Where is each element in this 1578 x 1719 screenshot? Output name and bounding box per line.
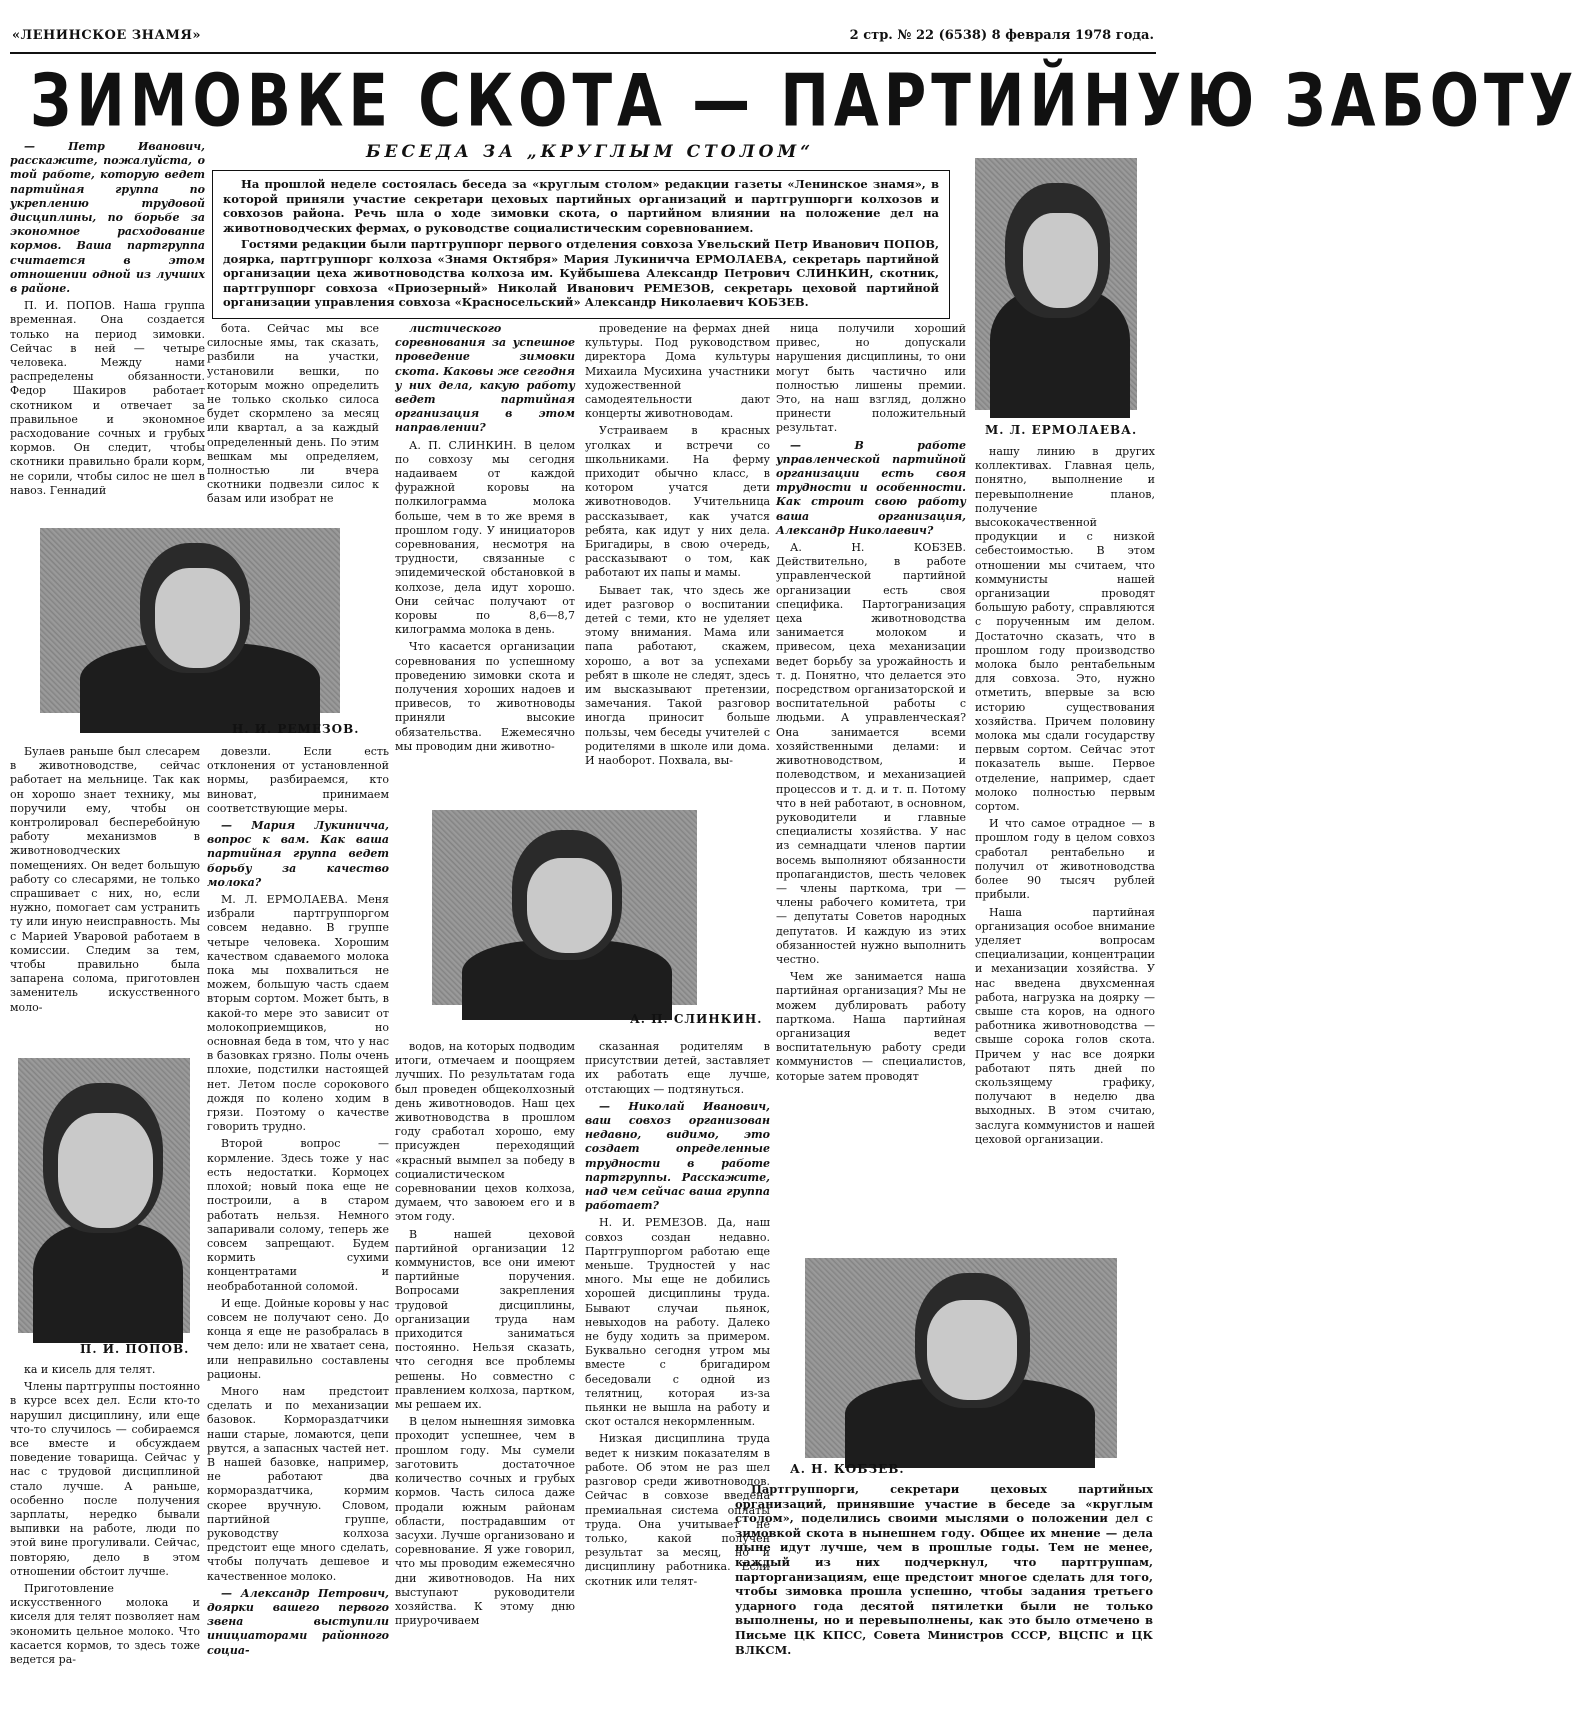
- text-paragraph: Низкая дисциплина труда ведет к низким показателям в работе. Об этом не раз шел разговор среди животноводов. Сейчас в совхозе введена премиальная система оплаты труда. Она учитывает не только, какой получен результат за месяц, но и дисциплину работника. Если скотник или телят-: [585, 1432, 770, 1588]
- text-paragraph: ка и кисель для телят.: [24, 1363, 156, 1376]
- text-paragraph: довезли. Если есть отклонения от установленной нормы, разбираемся, кто виноват, принимаем соответствующие меры.: [207, 745, 389, 815]
- text-paragraph: В нашей цеховой партийной организации 12 коммунистов, все они имеют партийные поручения. Вопросами закрепления трудовой дисциплины, организации труда нам приходится заниматься постоянно. Нельзя сказать, что сегодня все проблемы решены. Но совместно с правлением колхоза, партком, мы решаем их.: [395, 1227, 575, 1412]
- answer-remezov: Н. И. РЕМЕЗОВ. Да, наш совхоз создан недавно. Партгруппоргом работаю еще меньше. Трудностей у нас много. Мы еще не добились хорошей дисциплины труда. Бывают случаи пьянок, невыходов на работу. Далеко не буду ходить за примером. Буквально сегодня утром мы вместе с бригадиром беседовали с одной из телятниц, которая из-за пьянки не вышла на работу и скот остался некормленным.: [585, 1216, 770, 1429]
- answer-slinkin: А. П. СЛИНКИН. В целом по совхозу мы сегодня надаиваем от каждой фуражной коровы на полкилограмма молока больше, чем в то же время в прошлом году. У инициаторов соревнования, несмотря на трудности, связанные с эпидемической обстановкой в колхозе, дела идут хорошо. Они сейчас получают от коровы по 8,6—8,7 килограмма молока в день.: [395, 438, 575, 637]
- text-paragraph: Приготовление искусственного молока и киселя для телят позволяет нам экономить цельное молоко. Что касается кормов, то здесь тоже ведется ра-: [10, 1582, 200, 1667]
- photo-ermolaeva: [975, 158, 1137, 410]
- text-paragraph: Бывает так, что здесь же идет разговор о воспитании детей с теми, кто не уделяет этому внимания. Мама или папа работают, скажем, хорошо, а вот за успехами ребят в школе не следят, здесь им высказывают претензии, замечания. Такой разговор иногда приносит больше пользы, чем беседы учителей с родителями в школе или дома. И наоборот. Похвала, вы-: [585, 583, 770, 768]
- answer-ermolaeva: М. Л. ЕРМОЛАЕВА. Меня избрали партгруппоргом совсем недавно. В группе четыре человека. Хорошим качеством сдаваемого молока пока мы похвалиться не можем, большую часть сдаем вторым сортом. Может быть, в какой-то мере это зависит от молокоприемщиков, но основная беда в том, что у нас в базовках грязно. Полы очень плохие, подстилки настоящей нет. Летом после сорокового дождя по колено ходим в грязи. Поэтому о качестве говорить трудно.: [207, 893, 389, 1134]
- photo-slinkin: [432, 810, 697, 1005]
- column-5: [776, 322, 966, 1247]
- text-paragraph: Чем же занимается наша партийная организация? Мы не можем дублировать работу парткома. Наша партийная организация ведет воспитательную работу среди коммунистов — специалистов, которые затем проводят: [776, 970, 966, 1083]
- answer-popov: П. И. ПОПОВ. Наша группа временная. Она создается только на период зимовки. Сейчас в ней — четыре человека. Между нами распределены обязанности. Федор Шакиров работает скотником и отвечает за правильное и экономное расходование сочных и грубых кормов. Он следит, чтобы скотники правильно брали корм, не сорили, чтобы силос не шел в навоз. Геннадий: [10, 299, 205, 497]
- text-paragraph: бота. Сейчас мы все силосные ямы, так сказать, разбили на участки, установили вешки, по которым можно определить не только сколько силоса будет скормлено за месяц или квартал, а за каждый определенный день. По этим вешкам мы определяем, полностью ли вчера скотники подвезли силос к базам или изобрат не: [207, 322, 379, 506]
- text-paragraph: проведение на фермах дней культуры. Под руководством директора Дома культуры Михаила Мусихина участники художественной самодеятельности дают концерты животноводам.: [585, 322, 770, 421]
- photo-remezov: [40, 528, 340, 713]
- column-1-top: [10, 140, 205, 500]
- text-paragraph: Наша партийная организация особое внимание уделяет вопросам специализации, концентрации и механизации хозяйства. У нас введена двухсменная работа, нагрузка на доярку — свыше ста коров, на одного работника животноводства — свыше сорока голов скота. Причем у нас все доярки работают пять дней по скользящему графику, получают в неделю два выходных. В этом считаю, заслуга коммунистов и нашей цеховой организации.: [975, 905, 1155, 1146]
- question-kobzev: — В работе управленческой партийной организации есть своя трудности и особенности. Как строит свою работу ваша организация, Александр Николаевич?: [776, 438, 966, 537]
- column-1-middle: [10, 745, 200, 1050]
- header-rule: [10, 52, 1156, 54]
- intro-paragraph: На прошлой неделе состоялась беседа за «круглым столом» редакции газеты «Ленинское знамя», в которой приняли участие секретари цеховых партийных организаций и партгруппорги колхозов и совхозов района. Речь шла о ходе зимовки скота, о партийном влиянии на положение дел на животноводческих фермах, о руководстве социалистическим соревнованием.: [223, 177, 939, 235]
- text-paragraph: сказанная родителям в присутствии детей, заставляет их работать еще лучше, отстающих — подтянуться.: [585, 1040, 770, 1096]
- column-4-top: [585, 322, 770, 792]
- closing-summary: [735, 1482, 1153, 1657]
- text-paragraph: ница получили хороший привес, но допускали нарушения дисциплины, то они могут быть частично или полностью лишены премии. Это, на наш взгляд, должно принести положительный результат.: [776, 322, 966, 435]
- page-title: ЗИМОВКЕ СКОТА — ПАРТИЙНУЮ ЗАБОТУ: [30, 57, 1578, 143]
- photo-kobzev: [805, 1258, 1117, 1458]
- subheadline: БЕСЕДА ЗА „КРУГЛЫМ СТОЛОМ“: [365, 142, 815, 162]
- closing-text: Партгруппорги, секретари цеховых партийных организаций, принявшие участие в беседе за «круглым столом», поделились своими мыслями о положении дел с зимовкой скота в нынешнем году. Общее их мнение — дела ныне идут лучше, чем в прошлые годы. Тем не менее, каждый из них подчеркнул, что партгруппам, парторганизациям, еще предстоит многое сделать для того, чтобы зимовка прошла успешно, чтобы задания третьего ударного года десятой пятилетки были не только выполнены, но и перевыполнены, как это было отмечено в Письме ЦК КПСС, Совета Министров СССР, ВЦСПС и ЦК ВЛКСМ.: [735, 1482, 1153, 1657]
- text-paragraph: И что самое отрадное — в прошлом году в целом совхоз сработал рентабельно и получил от животноводства более 90 тысяч рублей прибыли.: [975, 817, 1155, 902]
- photo-popov: [18, 1058, 190, 1333]
- text-paragraph: водов, на которых подводим итоги, отмечаем и поощряем лучших. По результатам года был проведен общеколхозный день животноводов. Наш цех животноводства в прошлом году сработал хорошо, ему присужден переходящий «красный вымпел за победу в социалистическом соревновании цехов колхоза, думаем, что завоюем его и в этом году.: [395, 1040, 575, 1224]
- answer-kobzev: А. Н. КОБЗЕВ. Действительно, в работе управленческой партийной организации есть своя специфика. Партогранизация цеха животноводства занимается молоком и привесом, цеха механизации ведет борьбу за урожайность и т. д. Понятно, что делается это посредством организаторской и воспитательной работы с людьми. А управленческая? Она занимается всеми хозяйственными делами: и животноводством, и полеводством, и механизацией процессов и т. д. и т. п. Потому что в ней работают, в основном, руководители и главные специалисты хозяйства. У нас из семнадцати членов партии восемь выполняют обязанности пропагандистов, шесть человек — члены парткома, три — члены рабочего комитета, три — депутаты Советов народных депутатов. И каждую из этих обязанностей нужно выполнить честно.: [776, 541, 966, 966]
- caption-ermolaeva: М. Л. ЕРМОЛАЕВА.: [985, 423, 1138, 437]
- text-paragraph: Много нам предстоит сделать и по механизации базовок. Кормораздатчики наши старые, ломаются, цепи рвутся, а запасных частей нет. В нашей базовке, например, не работают два кормораздатчика, кормим скорее вручную. Словом, партийной группе, руководству колхоза предстоит еще много сделать, чтобы получать дешевое и качественное молоко.: [207, 1384, 389, 1583]
- text-paragraph: Второй вопрос — кормление. Здесь тоже у нас есть недостатки. Кормоцех плохой; новый пока еще не построили, а в старом работать нельзя. Немного запаривали солому, теперь же совсем запрещают. Будем кормить сухими концентратами и необработанной соломой.: [207, 1137, 389, 1293]
- text-paragraph: В целом нынешняя зимовка проходит успешнее, чем в прошлом году. Мы сумели заготовить достаточное количество сочных и грубых кормов. Часть силоса даже продали южным районам области, пострадавшим от засухи. Лучше организовано и соревнование. Я уже говорил, что мы проводим ежемесячно дни животноводов. На них выступают руководители хозяйства. К этому дню приурочиваем: [395, 1415, 575, 1628]
- question-remezov: — Николай Иванович, ваш совхоз организован недавно, видимо, это создает определенные трудности в работе партгруппы. Расскажите, над чем сейчас ваша группа работает?: [585, 1099, 770, 1213]
- text-paragraph: И еще. Дойные коровы у нас совсем не получают сено. До конца я еще не разобралась в чем дело: или не хватает сена, или неправильно составлены рационы.: [207, 1296, 389, 1381]
- caption-kobzev: А. Н. КОБЗЕВ.: [790, 1462, 905, 1476]
- paper-name: «ЛЕНИНСКОЕ ЗНАМЯ»: [12, 28, 202, 43]
- column-3-top: [395, 322, 575, 792]
- caption-slinkin: А. П. СЛИНКИН.: [630, 1012, 763, 1026]
- intro-paragraph: Гостями редакции были партгруппорг первого отделения совхоза Увельский Петр Иванович ПОПОВ, доярка, партгруппорг колхоза «Знамя Октября» Мария Лукиничча ЕРМОЛАЕВА, секретарь партийной организации цеха животноводства колхоза им. Куйбышева Александр Петрович СЛИНКИН, скотник, партгруппорг совхоза «Приозерный» Николай Иванович РЕМЕЗОВ, секретарь цеховой партийной организации управления совхоза «Красносельский» Александр Николаевич КОБЗЕВ.: [223, 237, 939, 309]
- text-paragraph: Булаев раньше был слесарем в животноводстве, сейчас работает на мельнице. Так как он хорошо знает технику, мы поручили ему, чтобы он контролировал бесперебойную работу механизмов в животноводческих помещениях. Он ведет большую работу со слесарями, не только спрашивает с них, но, если нужно, помогает сам устранить ту или иную неисправность. Мы с Марией Уваровой работаем в комиссии. Следим за тем, чтобы правильно была запарена солома, приготовлен заменитель искусственного моло-: [10, 745, 200, 1014]
- question-popov: — Петр Иванович, расскажите, пожалуйста, о той работе, которую ведет партийная группа по укреплению трудовой дисциплины, по борьбе за экономное расходование кормов. Ваша партгруппа считается в этом отношении одной из лучших в районе.: [10, 140, 205, 296]
- text-paragraph: Члены партгруппы постоянно в курсе всех дел. Если кто-то нарушил дисциплину, или еще что-то случилось — собираемся все вместе и обсуждаем поведение товарища. Сейчас у нас с трудовой дисциплиной стало лучше. А раньше, особенно после получения зарплаты, нередко бывали выпивки на работе, люди по этой вине прогуливали. Сейчас, повторяю, дело в этом отношении обстоит лучше.: [10, 1380, 200, 1578]
- issue-info: 2 стр. № 22 (6538) 8 февраля 1978 года.: [849, 28, 1154, 43]
- column-6: [975, 445, 1155, 1250]
- text-paragraph: Устраиваем в красных уголках и встречи со школьниками. На ферму приходит обычно класс, в котором учатся дети животноводов. Учительница рассказывает, как учатся ребята, как идут у них дела. Бригадиры, в свою очередь, рассказывают о том, как работают их папы и мамы.: [585, 424, 770, 580]
- caption-remezov: Н. И. РЕМЕЗОВ.: [232, 722, 360, 736]
- column-3-bottom: [395, 1040, 575, 1715]
- caption-popov: П. И. ПОПОВ.: [80, 1342, 190, 1356]
- column-1-bottom: [10, 1363, 200, 1715]
- text-paragraph: Что касается организации соревнования по успешному проведению зимовки скота и получения хороших надоев и привесов, то животноводы приняли высокие обязательства. Ежемесячно мы проводим дни животно-: [395, 640, 575, 753]
- question-ermolaeva: — Мария Лукиничча, вопрос к вам. Как ваша партийная группа ведет борьбу за качество молока?: [207, 819, 389, 889]
- text-paragraph: нашу линию в других коллективах. Главная цель, понятно, выполнение и перевыполнение планов, получение высококачественной продукции и с низкой себестоимостью. В этом отношении мы считаем, что коммунисты нашей организации проводят большую работу, справляются с порученным им делом. Достаточно сказать, что в прошлом году производство молока было рентабельным для совхоза. Это, нужно отметить, впервые за всю историю существования хозяйства. Причем половину молока мы сдали государству первым сортом. Сейчас этот показатель выше. Первое отделение, например, сдает молоко полностью первым сортом.: [975, 445, 1155, 814]
- column-2-top: [207, 322, 379, 517]
- intro-box: [212, 170, 950, 319]
- column-2-bottom: [207, 745, 389, 1715]
- question-slinkin: — Александр Петрович, доярки вашего первого звена выступили инициаторами районного социа-: [207, 1586, 389, 1657]
- question-text: листического соревнования за успешное проведение зимовки скота. Каковы же сегодня у них дела, какую работу ведет партийная организация в этом направлении?: [395, 322, 575, 435]
